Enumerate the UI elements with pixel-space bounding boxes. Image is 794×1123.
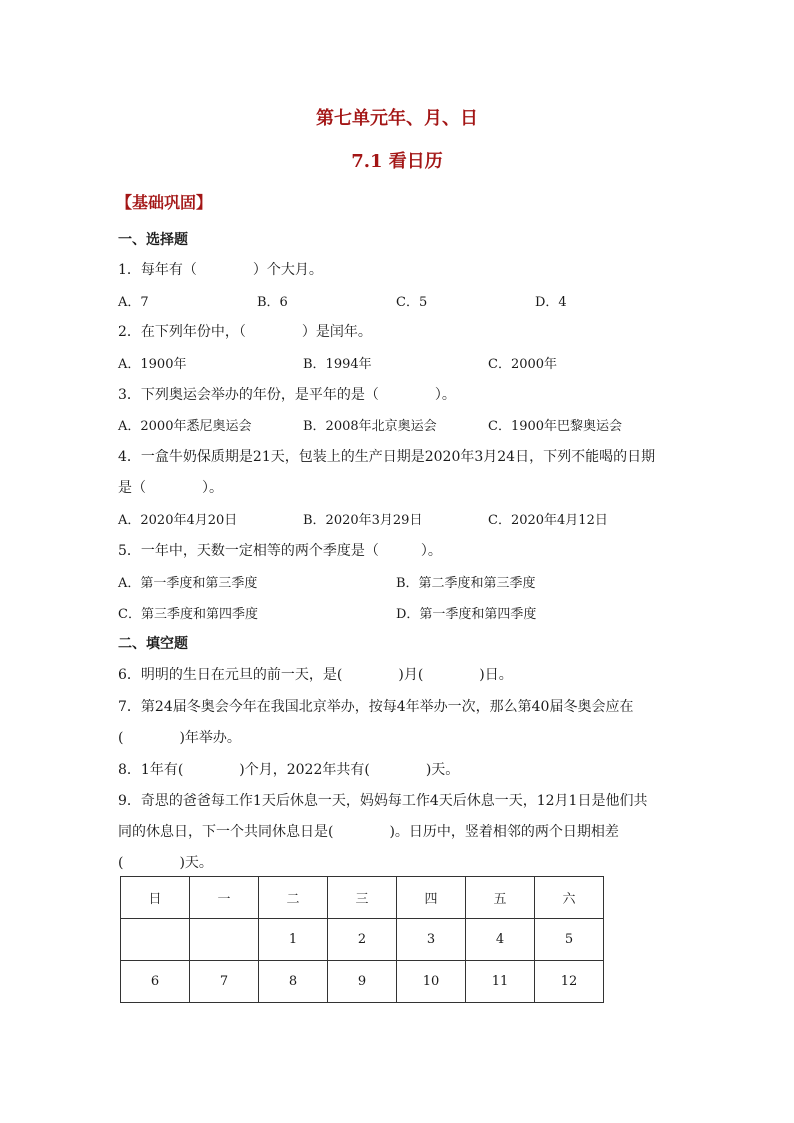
question-2: 2．在下列年份中，（ ）是闰年。 — [118, 324, 372, 340]
part1-heading: 一、选择题 — [118, 232, 188, 248]
q5-option-b: B．第二季度和第三季度 — [396, 576, 536, 591]
q2-option-a: A．1900年 — [118, 357, 187, 372]
weekday-header: 一 — [190, 877, 259, 919]
weekday-header: 二 — [259, 877, 328, 919]
question-9-line1: 9．奇思的爸爸每工作1天后休息一天，妈妈每工作4天后休息一天，12月1日是他们共 — [118, 793, 648, 809]
date-cell: 6 — [121, 961, 190, 1003]
question-3: 3．下列奥运会举办的年份，是平年的是（ ）。 — [118, 387, 456, 403]
q3-option-c: C．1900年巴黎奥运会 — [488, 419, 623, 434]
weekday-header: 日 — [121, 877, 190, 919]
calendar-week-row — [121, 919, 604, 961]
question-7-line1: 7．第24届冬奥会今年在我国北京举办，按每4年举办一次，那么第40届冬奥会应在 — [118, 699, 634, 715]
date-cell: 1 — [259, 919, 328, 961]
part2-heading: 二、填空题 — [118, 636, 188, 652]
calendar-week-row — [121, 961, 604, 1003]
question-8: 8．1年有( )个月，2022年共有( )天。 — [118, 762, 460, 778]
q1-option-c: C．5 — [396, 295, 428, 310]
question-9-line3: ( )天。 — [118, 855, 213, 871]
date-cell — [121, 919, 190, 961]
date-cell: 3 — [397, 919, 466, 961]
q1-option-b: B．6 — [257, 295, 288, 310]
date-cell: 8 — [259, 961, 328, 1003]
weekday-header: 五 — [466, 877, 535, 919]
question-9-line2: 同的休息日，下一个共同休息日是( )。日历中，竖着相邻的两个日期相差 — [118, 824, 619, 840]
q4-option-c: C．2020年4月12日 — [488, 513, 608, 528]
date-cell: 10 — [397, 961, 466, 1003]
weekday-header: 三 — [328, 877, 397, 919]
date-cell: 9 — [328, 961, 397, 1003]
section-label: 【基础巩固】 — [116, 193, 213, 212]
q4-option-a: A．2020年4月20日 — [118, 513, 238, 528]
date-cell: 11 — [466, 961, 535, 1003]
date-cell — [190, 919, 259, 961]
date-cell: 4 — [466, 919, 535, 961]
q3-option-a: A．2000年悉尼奥运会 — [118, 419, 252, 434]
page-subtitle: 7.1 看日历 — [351, 151, 443, 172]
q1-option-d: D．4 — [535, 295, 567, 310]
question-4-line1: 4．一盒牛奶保质期是21天，包装上的生产日期是2020年3月24日，下列不能喝的日期 — [118, 449, 656, 465]
calendar-table — [120, 876, 604, 1003]
q5-option-d: D．第一季度和第四季度 — [396, 607, 537, 622]
date-cell: 2 — [328, 919, 397, 961]
question-1: 1．每年有（ ）个大月。 — [118, 262, 323, 278]
q5-option-c: C．第三季度和第四季度 — [118, 607, 258, 622]
calendar-header-row — [121, 877, 604, 919]
date-cell: 12 — [535, 961, 604, 1003]
question-6: 6．明明的生日在元旦的前一天，是( )月( )日。 — [118, 667, 513, 683]
question-5: 5．一年中，天数一定相等的两个季度是（ ）。 — [118, 543, 442, 559]
q3-option-b: B．2008年北京奥运会 — [303, 419, 437, 434]
q2-option-b: B．1994年 — [303, 357, 372, 372]
weekday-header: 六 — [535, 877, 604, 919]
page-title: 第七单元年、月、日 — [316, 108, 478, 129]
weekday-header: 四 — [397, 877, 466, 919]
date-cell: 7 — [190, 961, 259, 1003]
question-4-line2: 是（ ）。 — [118, 480, 223, 496]
q1-option-a: A．7 — [118, 295, 149, 310]
q4-option-b: B．2020年3月29日 — [303, 513, 423, 528]
date-cell: 5 — [535, 919, 604, 961]
q2-option-c: C．2000年 — [488, 357, 558, 372]
question-7-line2: ( )年举办。 — [118, 730, 241, 746]
q5-option-a: A．第一季度和第三季度 — [118, 576, 258, 591]
